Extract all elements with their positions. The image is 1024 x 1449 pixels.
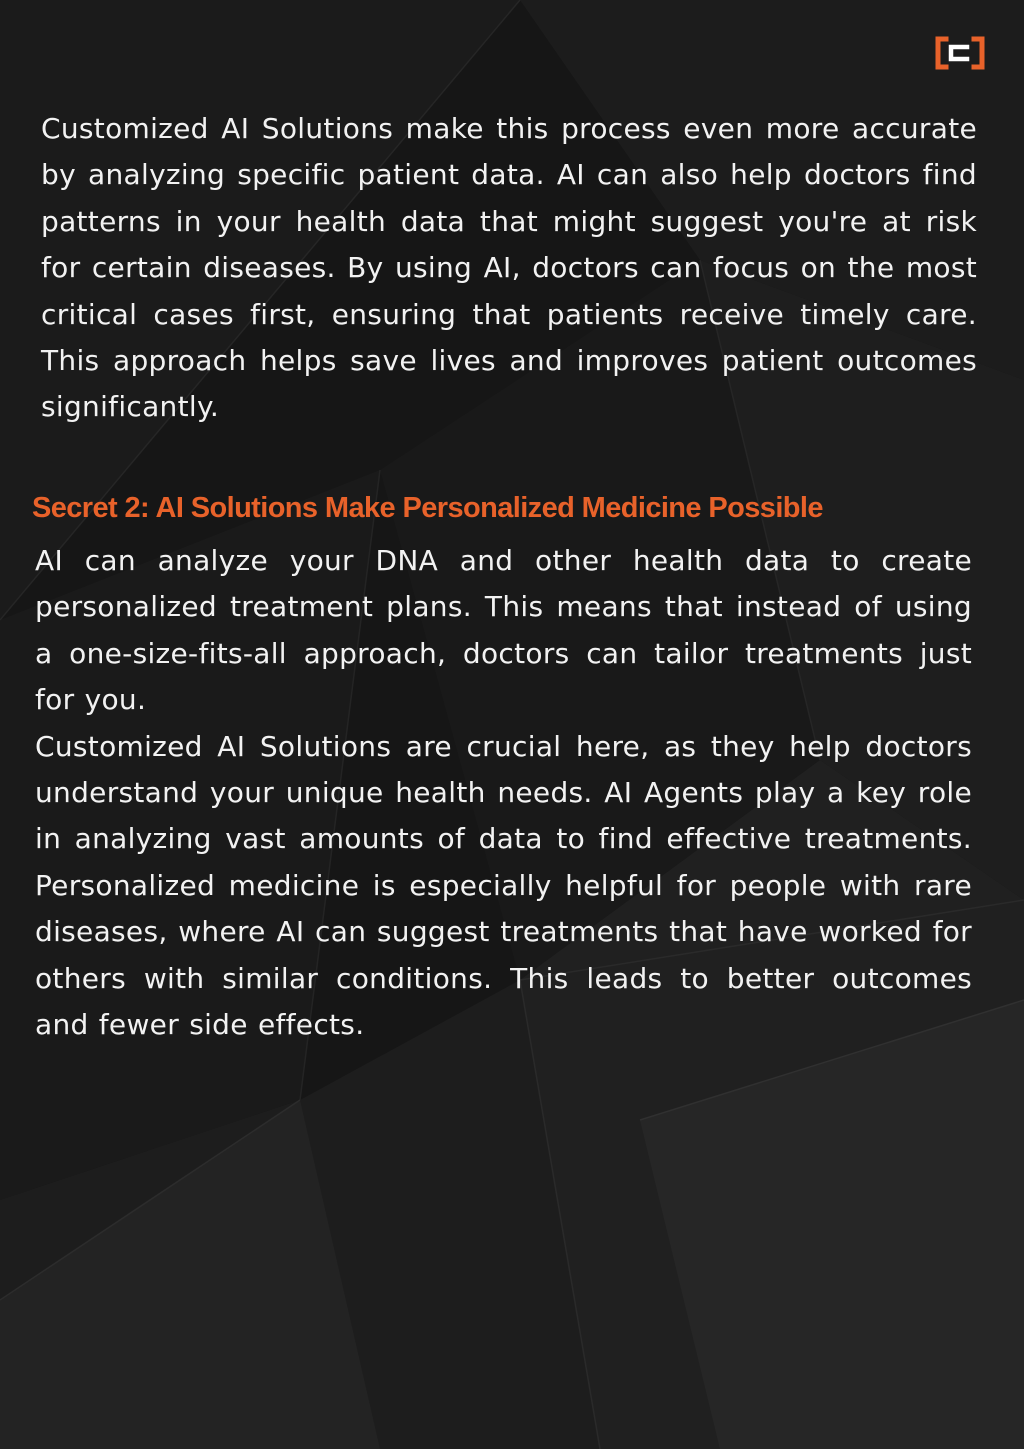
section-heading: Secret 2: AI Solutions Make Personalized Medicine Possible: [32, 492, 823, 524]
section-body: [35, 538, 972, 1048]
section-paragraph-2: Customized AI Solutions are crucial here, as they help doctors understand your unique health needs. AI Agents play a key role in analyzing vast amounts of data to find effective treatments. Personalized medicine is especially helpful for people with rare diseases, where AI can suggest treatments that have worked for others with similar conditions. This leads to better outcomes and fewer side effects.: [35, 729, 972, 1042]
intro-paragraph: Customized AI Solutions make this process even more accurate by analyzing specific patient data. AI can also help doctors find patterns in your health data that might suggest you're at risk for certain diseases. By using AI, doctors can focus on the most critical cases first, ensuring that patients receive timely care. This approach helps save lives and improves patient outcomes significantly.: [41, 112, 977, 424]
section-paragraph-1: AI can analyze your DNA and other health data to create personalized treatment plans. This means that instead of using a one-size-fits-all approach, doctors can tailor treatments just for you.: [35, 544, 972, 717]
bracket-c-logo-icon: [934, 36, 986, 70]
